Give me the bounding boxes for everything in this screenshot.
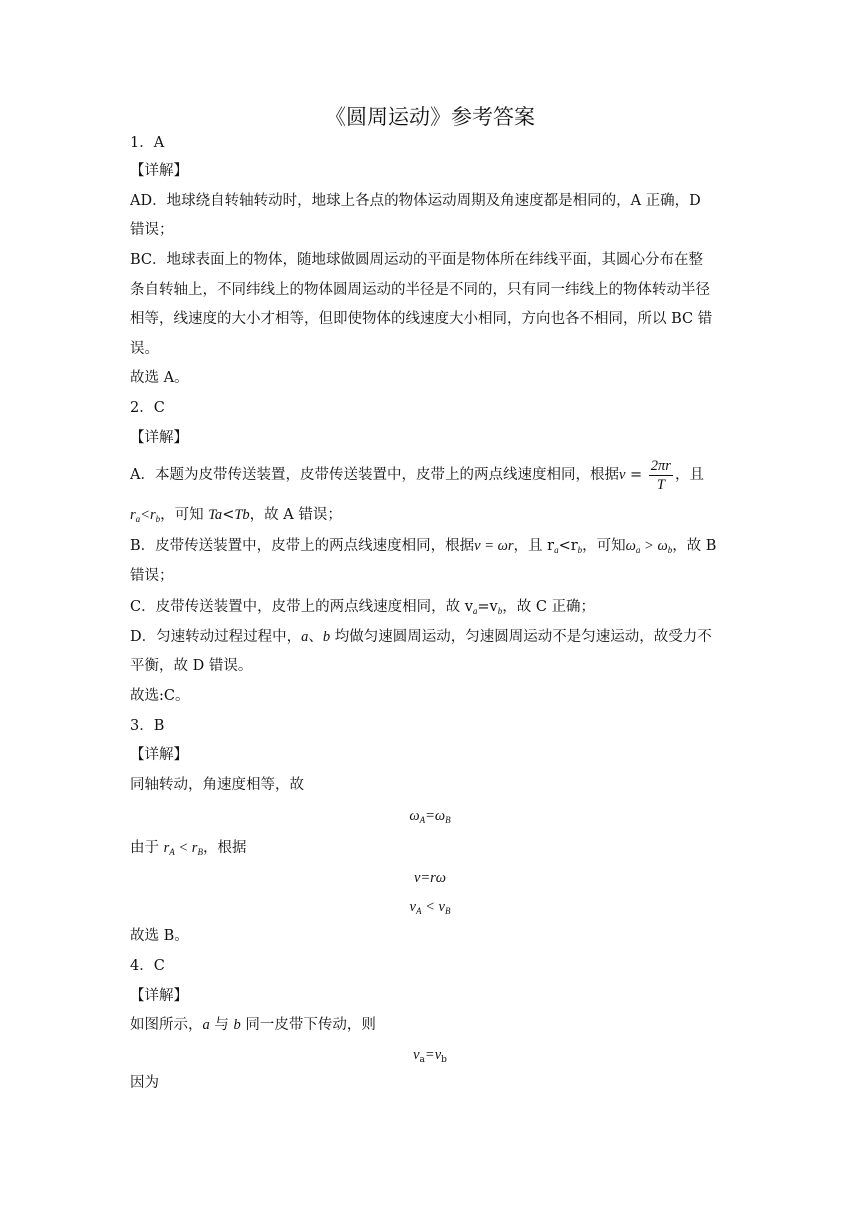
q2-answer: 2．C: [130, 400, 165, 416]
q2-conclusion: 故选:C。: [130, 688, 190, 704]
q1-line-6: 误。: [130, 341, 159, 357]
q3-equation-v-r-omega: v=rω: [413, 870, 447, 886]
q3-line-1: 同轴转动，角速度相等，故: [130, 777, 304, 793]
q2-option-c: C．皮带传送装置中，皮带上的两点线速度相同，故 $v_a=v_b$，故 C 正确；: [130, 599, 596, 616]
q4-equation-va-vb: $v_a=v_b$: [413, 1047, 447, 1065]
q1-answer: 1．A: [130, 135, 165, 151]
q2-option-a-line-1: A．本题为皮带传送装置，皮带传送装置中，皮带上的两点线速度相同，根据v = $\frac{2\pi r}{T}$ ，且: [130, 457, 704, 493]
q2-option-d-line-1: D．匀速转动过程过程中，a、b 均做匀速圆周运动，匀速圆周运动不是匀速运动，故受力不: [130, 629, 712, 645]
q3-answer: 3．B: [130, 718, 165, 734]
q3-conclusion: 故选 B。: [130, 928, 189, 944]
fraction-2pir-over-T: $\frac{2\pi r}{T}$: [650, 457, 671, 493]
q3-equation-omega: $\omega_A=\omega_B$: [409, 808, 451, 825]
q3-detail-label: 【详解】: [130, 747, 188, 763]
q1-line-1: AD．地球绕自转轴转动时，地球上各点的物体运动周期及角速度都是相同的，A 正确，D: [130, 193, 701, 209]
q4-line-1: 如图所示，a 与 b 同一皮带下传动，则: [130, 1017, 376, 1033]
q1-line-3: BC．地球表面上的物体，随地球做圆周运动的平面是物体所在纬线平面，其圆心分布在整: [130, 252, 704, 268]
q1-conclusion: 故选 A。: [130, 370, 189, 386]
q1-line-2: 错误；: [130, 222, 174, 238]
q2-option-b-line-2: 错误；: [130, 568, 174, 584]
q4-answer: 4．C: [130, 958, 165, 974]
q1-detail-label: 【详解】: [130, 163, 188, 179]
q4-detail-label: 【详解】: [130, 988, 188, 1004]
page-title: 《圆周运动》参考答案: [325, 105, 535, 129]
q4-line-2: 因为: [130, 1075, 159, 1091]
q2-detail-label: 【详解】: [130, 430, 188, 446]
q2-option-d-line-2: 平衡，故 D 错误。: [130, 658, 253, 674]
q1-line-5: 相等，线速度的大小才相等，但即使物体的线速度大小相同，方向也各不相同，所以 BC 错: [130, 311, 713, 327]
q2-option-a-line-2: $r_a<r_b$，可知 Ta<Tb，故 A 错误；: [130, 507, 342, 524]
q1-line-4: 条自转轴上，不同纬线上的物体圆周运动的半径是不同的，只有同一纬线上的物体转动半径: [130, 282, 710, 298]
q3-equation-v-compare: $v_A < v_B$: [409, 899, 451, 916]
q3-line-2: 由于 $r_A < r_B$，根据: [130, 840, 247, 857]
q2-option-b-line-1: B．皮带传送装置中，皮带上的两点线速度相同，根据v = ωr，且 $r_a<r_b$，可知$\omega_a > \omega_b$，故 B: [130, 538, 717, 555]
